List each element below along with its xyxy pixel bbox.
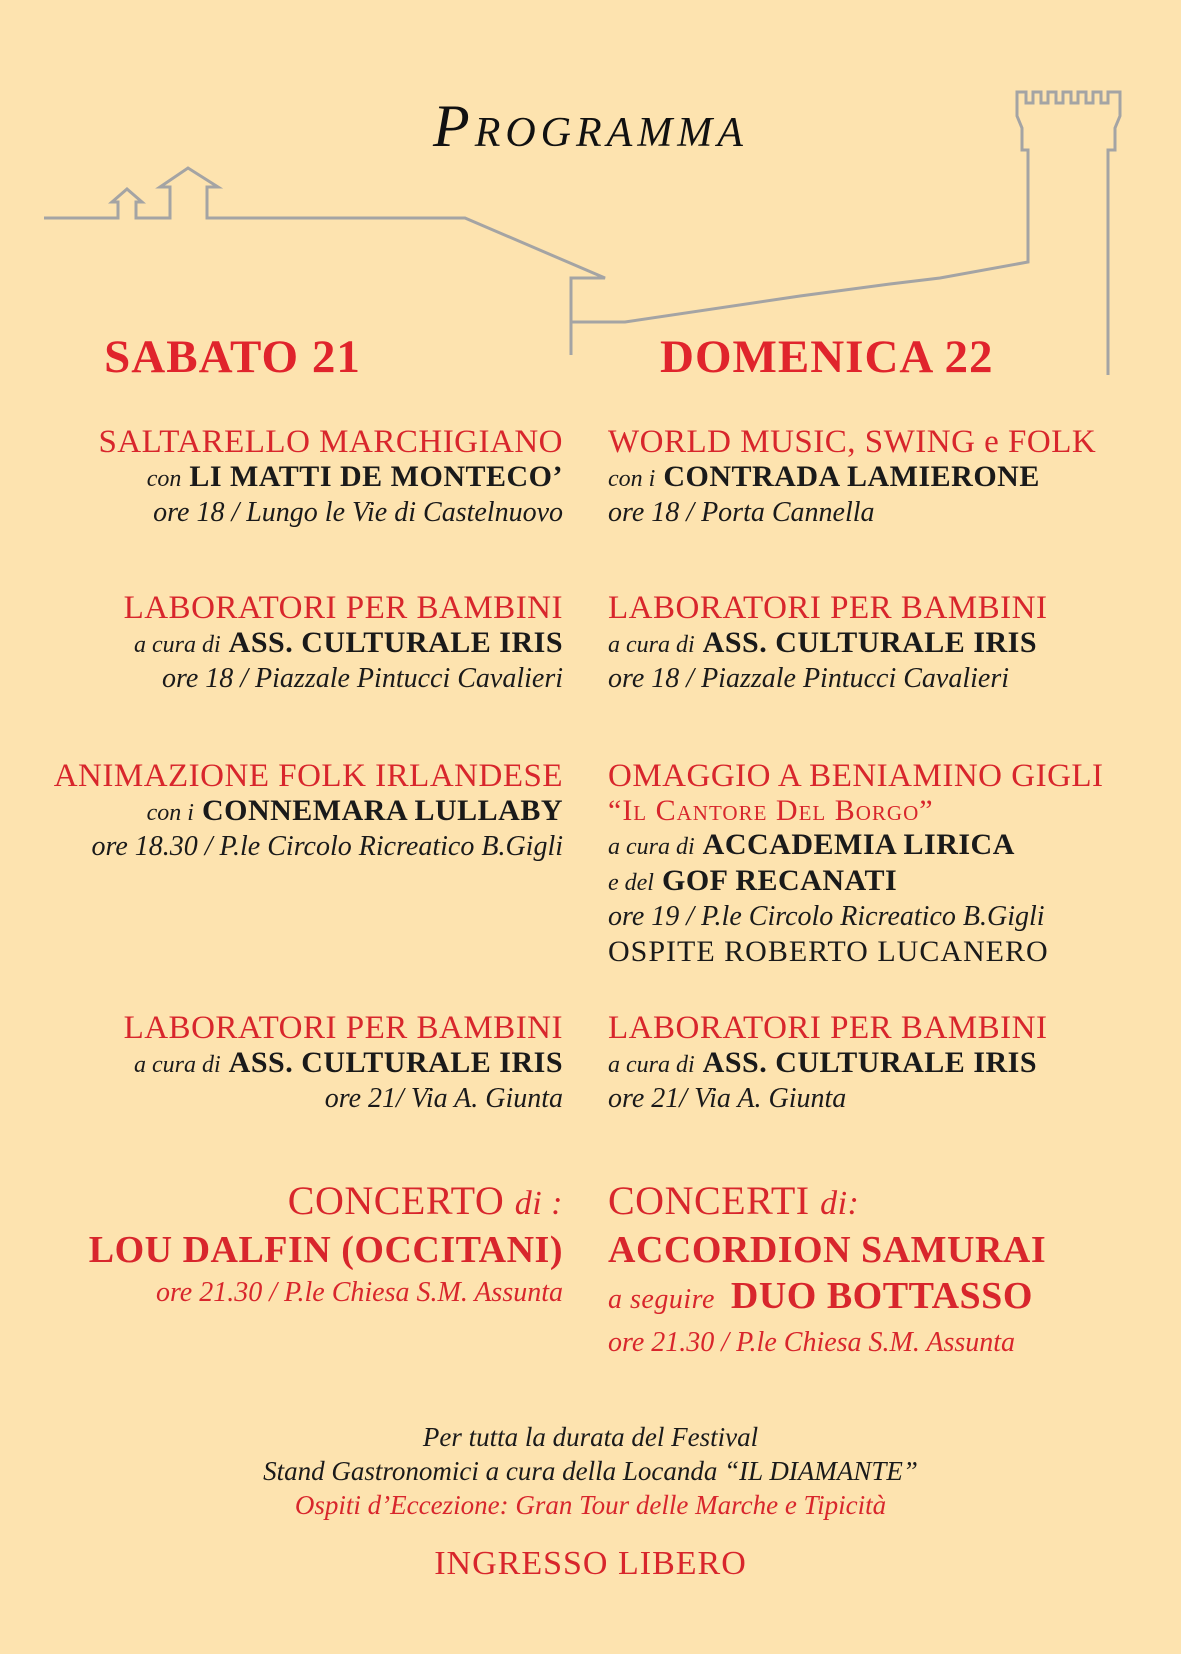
- page-title: Programma: [433, 93, 748, 159]
- event-guest: OSPITE ROBERTO LUCANERO: [608, 935, 1049, 968]
- event-title: ANIMAZIONE FOLK IRLANDESE: [53, 758, 563, 794]
- event-title: LABORATORI PER BAMBINI: [123, 590, 563, 626]
- concert-title: CONCERTO: [287, 1178, 505, 1223]
- event-title: OMAGGIO A BENIAMINO GIGLI: [608, 758, 1104, 794]
- event-intro: con: [146, 466, 182, 492]
- event-time-place: ore 21/ Via A. Giunta: [608, 1083, 847, 1114]
- event-intro-2: e del: [608, 870, 654, 896]
- event-time-place: ore 19 / P.le Circolo Ricreatico B.Gigli: [608, 901, 1045, 932]
- saturday-event-3: [54, 758, 563, 864]
- event-subtitle: “Il Cantore Del Borgo”: [608, 794, 934, 827]
- event-performer: ASS. CULTURALE IRIS: [702, 1046, 1038, 1079]
- event-performer: CONNEMARA LULLABY: [201, 794, 563, 827]
- event-performer: LI MATTI DE MONTECO’: [189, 460, 563, 493]
- concert-time-place: ore 21.30 / P.le Chiesa S.M. Assunta: [155, 1277, 563, 1308]
- concert-intro-2: a seguire: [608, 1284, 715, 1315]
- event-performer: ASS. CULTURALE IRIS: [228, 626, 563, 659]
- concert-di: di :: [514, 1185, 563, 1222]
- event-title: LABORATORI PER BAMBINI: [608, 1010, 1048, 1046]
- event-title: WORLD MUSIC, SWING e FOLK: [608, 424, 1097, 460]
- event-intro: con i: [146, 800, 194, 826]
- event-title: LABORATORI PER BAMBINI: [123, 1010, 563, 1046]
- sunday-concert: [608, 1178, 1046, 1363]
- event-title: LABORATORI PER BAMBINI: [608, 590, 1048, 626]
- event-time-place: ore 21/ Via A. Giunta: [324, 1083, 563, 1114]
- event-title: SALTARELLO MARCHIGIANO: [98, 424, 563, 460]
- saturday-event-1: [98, 424, 563, 530]
- event-intro: a cura di: [608, 632, 695, 658]
- sunday-event-1: [608, 424, 1096, 530]
- event-performer: ASS. CULTURALE IRIS: [228, 1046, 563, 1079]
- sunday-event-3: [608, 758, 1104, 970]
- saturday-event-4: [124, 1010, 563, 1116]
- footer-line-1: Per tutta la durata del Festival: [422, 1422, 759, 1452]
- event-performer: ASS. CULTURALE IRIS: [702, 626, 1038, 659]
- concert-performer: LOU DALFIN (OCCITANI): [88, 1229, 563, 1271]
- event-performer-2: GOF RECANATI: [661, 864, 898, 897]
- event-intro: a cura di: [608, 1052, 695, 1078]
- event-intro: a cura di: [608, 834, 695, 860]
- event-intro: a cura di: [133, 1052, 221, 1078]
- footer-line-2: Stand Gastronomici a cura della Locanda “IL DIAMANTE”: [263, 1456, 918, 1486]
- event-time-place: ore 18 / Porta Cannella: [608, 497, 875, 528]
- event-time-place: ore 18 / Lungo le Vie di Castelnuovo: [153, 497, 563, 528]
- concert-performer-2: DUO BOTTASSO: [730, 1275, 1033, 1317]
- event-performer: ACCADEMIA LIRICA: [702, 828, 1015, 861]
- event-intro: con i: [608, 466, 656, 492]
- event-time-place: ore 18 / Piazzale Pintucci Cavalieri: [608, 663, 1010, 694]
- concert-performer: ACCORDION SAMURAI: [608, 1229, 1047, 1271]
- concert-title: CONCERTI: [608, 1178, 810, 1223]
- saturday-event-2: [124, 590, 563, 696]
- footer-line-3: Ospiti d’Eccezione: Gran Tour delle Marche e Tipicità: [294, 1490, 887, 1520]
- saturday-concert: [89, 1178, 563, 1313]
- sunday-event-2: [608, 590, 1047, 696]
- free-entry-note: INGRESSO LIBERO: [434, 1545, 747, 1582]
- concert-di: di:: [820, 1185, 860, 1222]
- event-performer: CONTRADA LAMIERONE: [663, 460, 1040, 493]
- sunday-heading: DOMENICA 22: [660, 331, 994, 383]
- concert-time-place: ore 21.30 / P.le Chiesa S.M. Assunta: [608, 1327, 1016, 1358]
- event-intro: a cura di: [133, 632, 221, 658]
- sunday-event-4: [608, 1010, 1047, 1116]
- saturday-heading: SABATO 21: [104, 331, 361, 383]
- event-time-place: ore 18.30 / P.le Circolo Ricreatico B.Gigli: [91, 831, 563, 862]
- event-time-place: ore 18 / Piazzale Pintucci Cavalieri: [161, 663, 563, 694]
